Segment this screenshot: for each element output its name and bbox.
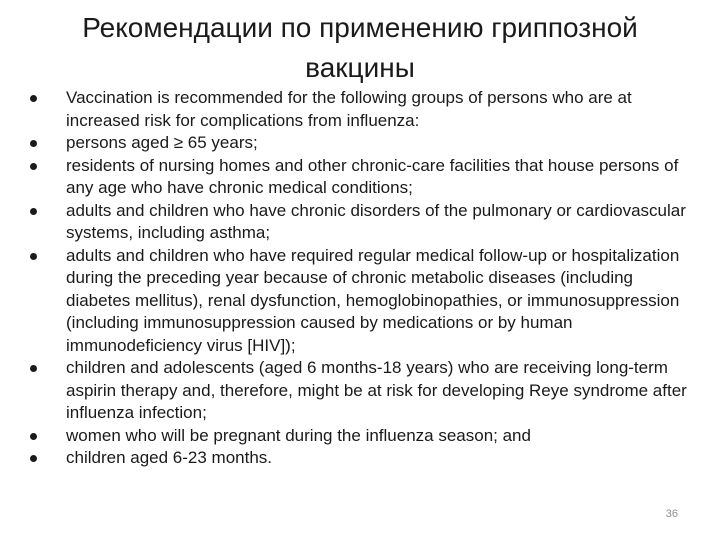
bullet-icon — [30, 163, 37, 170]
bullet-item — [30, 87, 698, 132]
bullet-item — [30, 245, 698, 358]
bullet-icon — [30, 365, 37, 372]
bullet-text: women who will be pregnant during the influenza season; and — [66, 425, 531, 445]
bullet-icon — [30, 455, 37, 462]
bullet-icon — [30, 433, 37, 440]
bullet-icon — [30, 95, 37, 102]
bullet-item — [30, 155, 698, 200]
bullet-text: persons aged ≥ 65 years; — [66, 133, 258, 152]
bullet-item — [30, 447, 698, 470]
bullet-item — [30, 200, 698, 245]
bullet-text: Vaccination is recommended for the following groups of persons who are at increased risk for complications from influenza: — [66, 88, 632, 130]
bullet-icon — [30, 140, 37, 147]
slide-title-line-2: вакцины — [305, 52, 415, 83]
slide-title-line-1: Рекомендации по применению гриппозной — [82, 12, 638, 43]
bullet-text: residents of nursing homes and other chronic-care facilities that house persons of any age who have chronic medical conditions; — [66, 155, 679, 197]
slide-title — [40, 8, 680, 88]
bullet-icon — [30, 253, 37, 260]
bullet-item — [30, 425, 698, 448]
bullet-item — [30, 132, 698, 155]
bullet-text: adults and children who have required regular medical follow-up or hospitalization during the preceding year because of chronic metabolic diseases (including diabetes mellitus), renal dysfunction, hemoglobinopathies, or immunosuppression (including immunosuppression caused by medications or by human immunodeficiency virus [HIV]); — [66, 245, 680, 355]
bullet-text: children and adolescents (aged 6 months-18 years) who are receiving long-term aspirin therapy and, therefore, might be at risk for developing Reye syndrome after influenza infection; — [66, 358, 687, 422]
page-number: 36 — [665, 508, 678, 520]
bullet-text: adults and children who have chronic disorders of the pulmonary or cardiovascular systems, including asthma; — [66, 200, 686, 242]
bullet-item — [30, 357, 698, 425]
bullet-icon — [30, 208, 37, 215]
bullet-text: children aged 6-23 months. — [66, 448, 273, 467]
bullet-list — [30, 87, 698, 470]
